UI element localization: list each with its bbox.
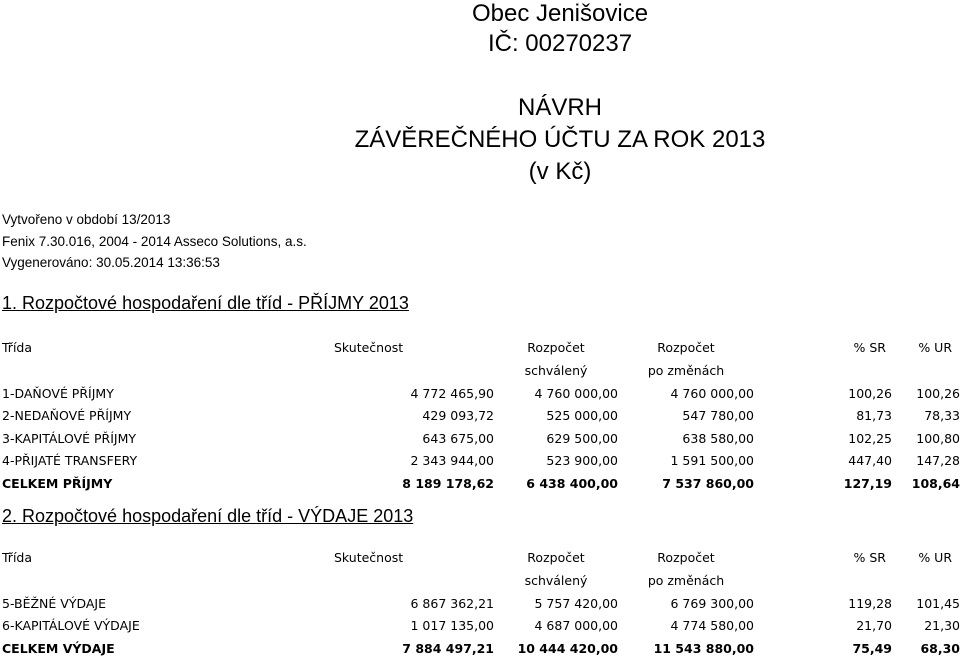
cell-po-zmenach: 4 774 580,00 bbox=[670, 618, 754, 634]
cell-ur: 147,28 bbox=[916, 453, 960, 469]
col-header-skutecnost: Skutečnost bbox=[334, 340, 404, 355]
cell-po-zmenach: 6 769 300,00 bbox=[670, 595, 754, 611]
cell-ur: 108,64 bbox=[911, 475, 960, 491]
col-header-ur: % UR bbox=[918, 550, 952, 565]
cell-po-zmenach: 4 760 000,00 bbox=[670, 385, 754, 401]
cell-sr: 102,25 bbox=[848, 430, 892, 446]
meta-software: Fenix 7.30.016, 2004 - 2014 Asseco Solutions, a.s. bbox=[2, 234, 307, 249]
cell-sr: 100,26 bbox=[848, 385, 892, 401]
cell-schvaleny: 5 757 420,00 bbox=[534, 595, 618, 611]
doc-title-line2: ZÁVĚREČNÉHO ÚČTU ZA ROK 2013 bbox=[354, 126, 766, 153]
expense-header-row bbox=[0, 546, 960, 569]
cell-sr: 119,28 bbox=[848, 595, 892, 611]
cell-ur: 78,33 bbox=[924, 408, 960, 424]
col-header-rozpocet-schvaleny: Rozpočet bbox=[527, 340, 585, 355]
cell-trida: CELKEM PŘÍJMY bbox=[2, 475, 113, 491]
section2-title: 2. Rozpočtové hospodaření dle tříd - VÝDAJE 2013 bbox=[2, 506, 414, 526]
cell-trida: 6-KAPITÁLOVÉ VÝDAJE bbox=[2, 618, 140, 634]
cell-sr: 75,49 bbox=[852, 640, 892, 656]
total-row bbox=[0, 637, 960, 660]
table-row bbox=[0, 427, 960, 450]
meta-generated: Vygenerováno: 30.05.2014 13:36:53 bbox=[2, 255, 220, 270]
cell-skutecnost: 4 772 465,90 bbox=[410, 385, 494, 401]
doc-title-line1: NÁVRH bbox=[517, 94, 602, 121]
income-header-row-2 bbox=[0, 359, 960, 382]
cell-schvaleny: 10 444 420,00 bbox=[517, 640, 618, 656]
cell-trida: 3-KAPITÁLOVÉ PŘÍJMY bbox=[2, 430, 137, 446]
org-ic: IČ: 00270237 bbox=[487, 30, 633, 57]
expense-header-row-2 bbox=[0, 569, 960, 592]
cell-schvaleny: 523 900,00 bbox=[546, 453, 618, 469]
org-name: Obec Jenišovice bbox=[471, 0, 649, 27]
section1-title: 1. Rozpočtové hospodaření dle tříd - PŘÍJMY 2013 bbox=[2, 293, 409, 313]
cell-trida: CELKEM VÝDAJE bbox=[2, 640, 115, 656]
cell-sr: 21,70 bbox=[856, 618, 892, 634]
cell-schvaleny: 6 438 400,00 bbox=[526, 475, 618, 491]
col-header-trida: Třída bbox=[2, 550, 33, 565]
col-header-rozpocet-schvaleny: Rozpočet bbox=[527, 550, 585, 565]
cell-trida: 5-BĚŽNÉ VÝDAJE bbox=[2, 595, 107, 611]
col-header-schvaleny: schválený bbox=[524, 363, 588, 378]
col-header-rozpocet-zmeny: Rozpočet bbox=[657, 550, 715, 565]
cell-skutecnost: 429 093,72 bbox=[422, 408, 494, 424]
table-row bbox=[0, 382, 960, 405]
meta-created: Vytvořeno v období 13/2013 bbox=[2, 212, 171, 227]
cell-schvaleny: 629 500,00 bbox=[546, 430, 618, 446]
expense-table bbox=[0, 546, 960, 660]
cell-schvaleny: 525 000,00 bbox=[546, 408, 618, 424]
total-row bbox=[0, 472, 960, 495]
cell-po-zmenach: 638 580,00 bbox=[682, 430, 754, 446]
col-header-trida: Třída bbox=[2, 340, 33, 355]
cell-trida: 2-NEDAŇOVÉ PŘÍJMY bbox=[2, 408, 132, 424]
cell-po-zmenach: 11 543 880,00 bbox=[653, 640, 754, 656]
cell-skutecnost: 7 884 497,21 bbox=[402, 640, 494, 656]
table-row bbox=[0, 615, 960, 638]
col-header-ur: % UR bbox=[918, 340, 952, 355]
cell-ur: 21,30 bbox=[924, 618, 960, 634]
col-header-sr: % SR bbox=[853, 550, 886, 565]
cell-po-zmenach: 7 537 860,00 bbox=[662, 475, 754, 491]
table-row bbox=[0, 405, 960, 428]
table-row bbox=[0, 450, 960, 473]
cell-trida: 1-DAŇOVÉ PŘÍJMY bbox=[2, 385, 114, 401]
cell-sr: 81,73 bbox=[856, 408, 892, 424]
cell-skutecnost: 8 189 178,62 bbox=[402, 475, 494, 491]
income-table bbox=[0, 336, 960, 495]
col-header-po-zmenach: po změnách bbox=[647, 573, 725, 588]
cell-skutecnost: 6 867 362,21 bbox=[410, 595, 494, 611]
col-header-rozpocet-zmeny: Rozpočet bbox=[657, 340, 715, 355]
cell-sr: 447,40 bbox=[848, 453, 892, 469]
cell-schvaleny: 4 687 000,00 bbox=[534, 618, 618, 634]
cell-po-zmenach: 1 591 500,00 bbox=[670, 453, 754, 469]
col-header-sr: % SR bbox=[853, 340, 886, 355]
cell-po-zmenach: 547 780,00 bbox=[682, 408, 754, 424]
cell-ur: 100,26 bbox=[916, 385, 960, 401]
cell-ur: 68,30 bbox=[920, 640, 960, 656]
cell-schvaleny: 4 760 000,00 bbox=[534, 385, 618, 401]
cell-skutecnost: 643 675,00 bbox=[422, 430, 494, 446]
cell-skutecnost: 1 017 135,00 bbox=[410, 618, 494, 634]
col-header-skutecnost: Skutečnost bbox=[334, 550, 404, 565]
cell-ur: 101,45 bbox=[916, 595, 960, 611]
cell-sr: 127,19 bbox=[843, 475, 892, 491]
income-header-row bbox=[0, 336, 960, 359]
doc-unit: (v Kč) bbox=[528, 158, 592, 185]
col-header-po-zmenach: po změnách bbox=[647, 363, 725, 378]
table-row bbox=[0, 592, 960, 615]
col-header-schvaleny: schválený bbox=[524, 573, 588, 588]
cell-skutecnost: 2 343 944,00 bbox=[410, 453, 494, 469]
cell-ur: 100,80 bbox=[916, 430, 960, 446]
cell-trida: 4-PŘIJATÉ TRANSFERY bbox=[2, 453, 138, 469]
